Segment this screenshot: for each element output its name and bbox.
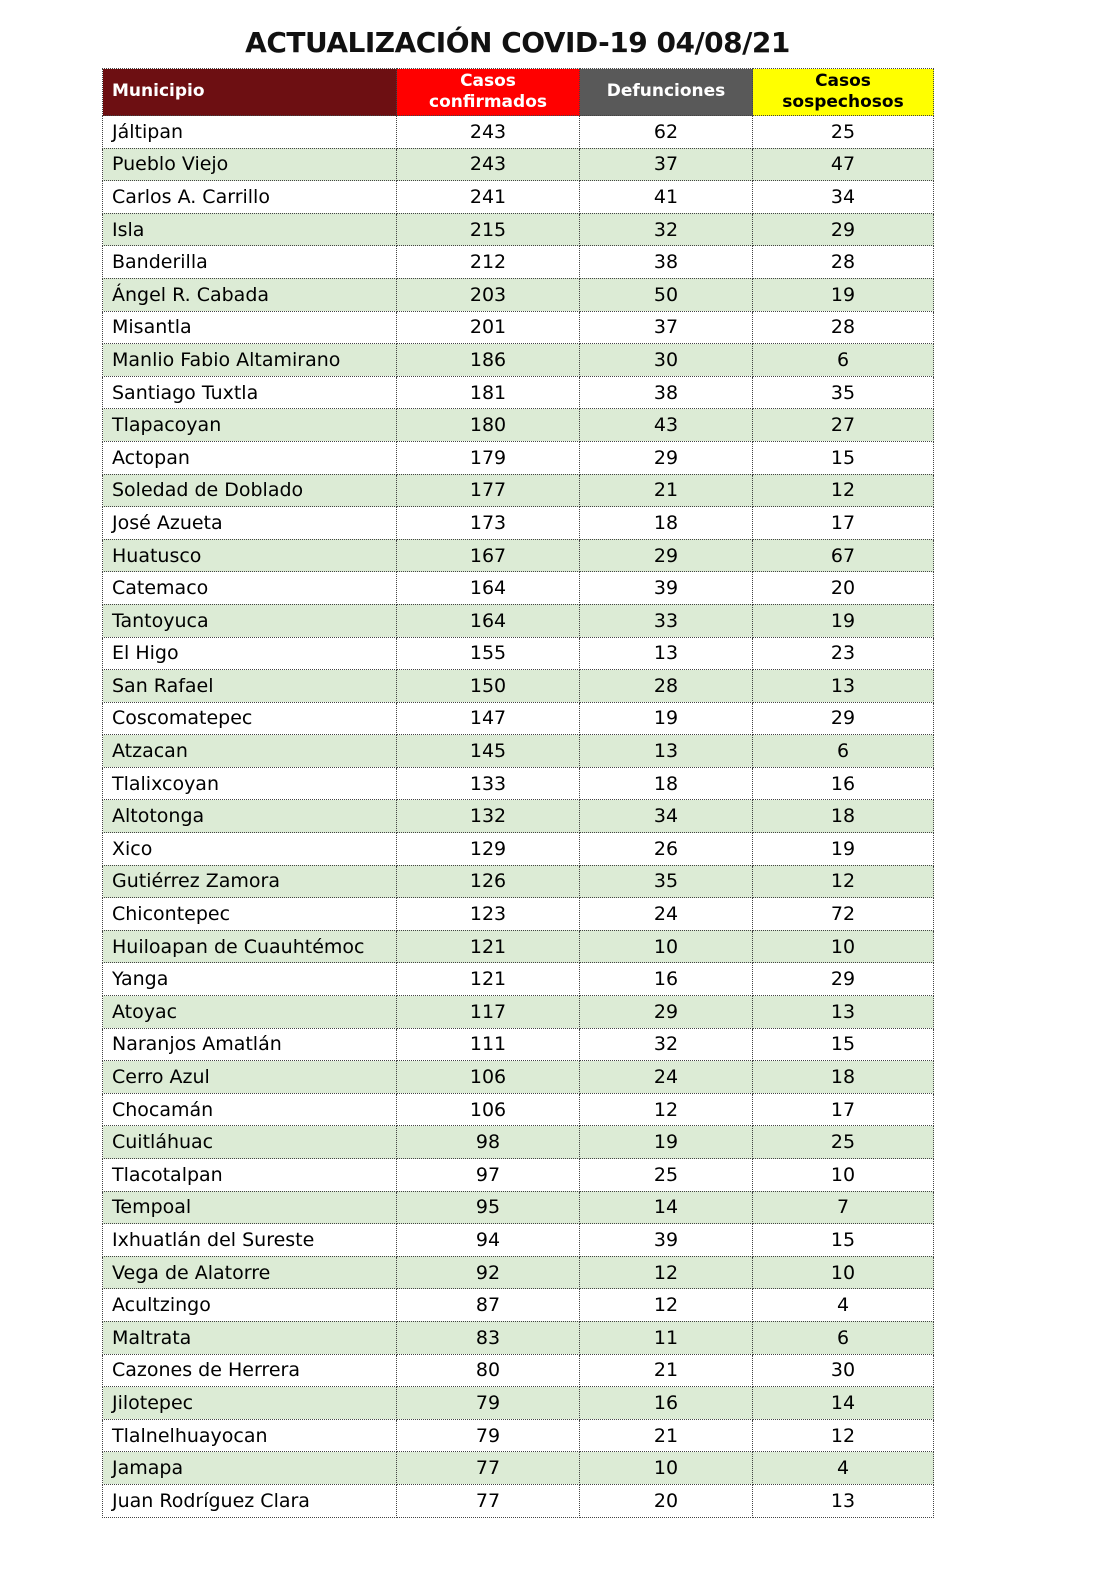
- municipio-cell: Altotonga: [103, 800, 397, 833]
- table-row: [103, 1191, 934, 1224]
- municipio-cell: Cerro Azul: [103, 1061, 397, 1094]
- table-row: [103, 637, 934, 670]
- sospechosos-cell: 15: [753, 1028, 934, 1061]
- defunciones-cell: 37: [580, 311, 753, 344]
- confirmados-cell: 241: [397, 181, 580, 214]
- defunciones-cell: 29: [580, 441, 753, 474]
- defunciones-cell: 32: [580, 1028, 753, 1061]
- municipio-cell: Coscomatepec: [103, 702, 397, 735]
- defunciones-cell: 29: [580, 539, 753, 572]
- confirmados-cell: 79: [397, 1419, 580, 1452]
- confirmados-cell: 123: [397, 898, 580, 931]
- sospechosos-cell: 29: [753, 213, 934, 246]
- table-row: [103, 148, 934, 181]
- sospechosos-cell: 35: [753, 376, 934, 409]
- municipio-cell: San Rafael: [103, 670, 397, 703]
- defunciones-cell: 29: [580, 996, 753, 1029]
- table-row: [103, 1321, 934, 1354]
- defunciones-cell: 24: [580, 1061, 753, 1094]
- municipio-cell: Ixhuatlán del Sureste: [103, 1224, 397, 1257]
- confirmados-cell: 150: [397, 670, 580, 703]
- sospechosos-cell: 6: [753, 735, 934, 768]
- table-row: [103, 1093, 934, 1126]
- municipio-cell: Carlos A. Carrillo: [103, 181, 397, 214]
- sospechosos-cell: 13: [753, 996, 934, 1029]
- municipio-cell: Naranjos Amatlán: [103, 1028, 397, 1061]
- defunciones-cell: 28: [580, 670, 753, 703]
- municipio-cell: Cazones de Herrera: [103, 1354, 397, 1387]
- defunciones-cell: 39: [580, 572, 753, 605]
- table-row: [103, 278, 934, 311]
- defunciones-cell: 12: [580, 1093, 753, 1126]
- confirmados-cell: 181: [397, 376, 580, 409]
- sospechosos-cell: 15: [753, 441, 934, 474]
- defunciones-cell: 38: [580, 246, 753, 279]
- confirmados-cell: 164: [397, 572, 580, 605]
- sospechosos-cell: 34: [753, 181, 934, 214]
- confirmados-cell: 215: [397, 213, 580, 246]
- sospechosos-cell: 13: [753, 670, 934, 703]
- confirmados-cell: 94: [397, 1224, 580, 1257]
- page-title: ACTUALIZACIÓN COVID-19 04/08/21: [245, 26, 790, 59]
- table-row: [103, 376, 934, 409]
- confirmados-cell: 177: [397, 474, 580, 507]
- table-row: [103, 1126, 934, 1159]
- defunciones-cell: 21: [580, 474, 753, 507]
- sospechosos-cell: 29: [753, 702, 934, 735]
- defunciones-cell: 14: [580, 1191, 753, 1224]
- sospechosos-cell: 6: [753, 344, 934, 377]
- sospechosos-cell: 10: [753, 930, 934, 963]
- table-row: [103, 409, 934, 442]
- municipio-cell: Jamapa: [103, 1452, 397, 1485]
- confirmados-cell: 92: [397, 1256, 580, 1289]
- municipio-cell: Misantla: [103, 311, 397, 344]
- defunciones-cell: 13: [580, 735, 753, 768]
- municipio-cell: Tantoyuca: [103, 604, 397, 637]
- confirmados-cell: 243: [397, 116, 580, 149]
- table-row: [103, 539, 934, 572]
- municipio-cell: Ángel R. Cabada: [103, 278, 397, 311]
- table-row: [103, 1289, 934, 1322]
- defunciones-cell: 10: [580, 1452, 753, 1485]
- table-row: [103, 507, 934, 540]
- defunciones-cell: 16: [580, 963, 753, 996]
- municipio-cell: Vega de Alatorre: [103, 1256, 397, 1289]
- sospechosos-cell: 67: [753, 539, 934, 572]
- sospechosos-cell: 6: [753, 1321, 934, 1354]
- covid-table: [102, 68, 934, 1518]
- sospechosos-cell: 10: [753, 1159, 934, 1192]
- table-row: [103, 1028, 934, 1061]
- header-row: [103, 69, 934, 116]
- sospechosos-cell: 7: [753, 1191, 934, 1224]
- municipio-cell: Chocamán: [103, 1093, 397, 1126]
- table-row: [103, 865, 934, 898]
- municipio-cell: Chicontepec: [103, 898, 397, 931]
- defunciones-cell: 19: [580, 702, 753, 735]
- defunciones-cell: 32: [580, 213, 753, 246]
- confirmados-cell: 186: [397, 344, 580, 377]
- sospechosos-cell: 29: [753, 963, 934, 996]
- table-row: [103, 963, 934, 996]
- municipio-cell: Atoyac: [103, 996, 397, 1029]
- confirmados-cell: 77: [397, 1484, 580, 1517]
- defunciones-cell: 33: [580, 604, 753, 637]
- table-row: [103, 441, 934, 474]
- municipio-cell: José Azueta: [103, 507, 397, 540]
- defunciones-cell: 11: [580, 1321, 753, 1354]
- municipio-cell: Huiloapan de Cuauhtémoc: [103, 930, 397, 963]
- table-row: [103, 181, 934, 214]
- confirmados-cell: 121: [397, 930, 580, 963]
- table-row: [103, 344, 934, 377]
- table-row: [103, 996, 934, 1029]
- defunciones-cell: 10: [580, 930, 753, 963]
- header-casos-confirmados: Casos confirmados: [397, 69, 580, 116]
- municipio-cell: Tlacotalpan: [103, 1159, 397, 1192]
- table-row: [103, 116, 934, 149]
- confirmados-cell: 87: [397, 1289, 580, 1322]
- table-row: [103, 1387, 934, 1420]
- municipio-cell: Catemaco: [103, 572, 397, 605]
- confirmados-cell: 212: [397, 246, 580, 279]
- table-row: [103, 1224, 934, 1257]
- confirmados-cell: 126: [397, 865, 580, 898]
- defunciones-cell: 62: [580, 116, 753, 149]
- defunciones-cell: 24: [580, 898, 753, 931]
- confirmados-cell: 79: [397, 1387, 580, 1420]
- sospechosos-cell: 17: [753, 1093, 934, 1126]
- municipio-cell: El Higo: [103, 637, 397, 670]
- table-header: [103, 69, 934, 116]
- defunciones-cell: 18: [580, 767, 753, 800]
- defunciones-cell: 26: [580, 833, 753, 866]
- sospechosos-cell: 27: [753, 409, 934, 442]
- sospechosos-cell: 17: [753, 507, 934, 540]
- confirmados-cell: 155: [397, 637, 580, 670]
- defunciones-cell: 38: [580, 376, 753, 409]
- table-row: [103, 735, 934, 768]
- confirmados-cell: 117: [397, 996, 580, 1029]
- municipio-cell: Yanga: [103, 963, 397, 996]
- defunciones-cell: 43: [580, 409, 753, 442]
- sospechosos-cell: 25: [753, 116, 934, 149]
- defunciones-cell: 34: [580, 800, 753, 833]
- confirmados-cell: 77: [397, 1452, 580, 1485]
- table-row: [103, 1484, 934, 1517]
- municipio-cell: Gutiérrez Zamora: [103, 865, 397, 898]
- confirmados-cell: 145: [397, 735, 580, 768]
- confirmados-cell: 111: [397, 1028, 580, 1061]
- sospechosos-cell: 28: [753, 246, 934, 279]
- confirmados-cell: 80: [397, 1354, 580, 1387]
- sospechosos-cell: 20: [753, 572, 934, 605]
- confirmados-cell: 132: [397, 800, 580, 833]
- sospechosos-cell: 16: [753, 767, 934, 800]
- municipio-cell: Jáltipan: [103, 116, 397, 149]
- header-defunciones: Defunciones: [580, 69, 753, 116]
- defunciones-cell: 19: [580, 1126, 753, 1159]
- sospechosos-cell: 12: [753, 1419, 934, 1452]
- defunciones-cell: 35: [580, 865, 753, 898]
- municipio-cell: Soledad de Doblado: [103, 474, 397, 507]
- confirmados-cell: 203: [397, 278, 580, 311]
- table-row: [103, 572, 934, 605]
- sospechosos-cell: 12: [753, 474, 934, 507]
- sospechosos-cell: 13: [753, 1484, 934, 1517]
- confirmados-cell: 106: [397, 1061, 580, 1094]
- confirmados-cell: 243: [397, 148, 580, 181]
- defunciones-cell: 12: [580, 1289, 753, 1322]
- table-row: [103, 1159, 934, 1192]
- sospechosos-cell: 28: [753, 311, 934, 344]
- municipio-cell: Actopan: [103, 441, 397, 474]
- table-row: [103, 604, 934, 637]
- municipio-cell: Maltrata: [103, 1321, 397, 1354]
- confirmados-cell: 179: [397, 441, 580, 474]
- municipio-cell: Pueblo Viejo: [103, 148, 397, 181]
- confirmados-cell: 147: [397, 702, 580, 735]
- sospechosos-cell: 19: [753, 604, 934, 637]
- table-row: [103, 670, 934, 703]
- municipio-cell: Tlalnelhuayocan: [103, 1419, 397, 1452]
- sospechosos-cell: 19: [753, 278, 934, 311]
- municipio-cell: Tlalixcoyan: [103, 767, 397, 800]
- municipio-cell: Acultzingo: [103, 1289, 397, 1322]
- municipio-cell: Huatusco: [103, 539, 397, 572]
- table-row: [103, 702, 934, 735]
- table-row: [103, 311, 934, 344]
- sospechosos-cell: 4: [753, 1289, 934, 1322]
- table-row: [103, 1061, 934, 1094]
- sospechosos-cell: 25: [753, 1126, 934, 1159]
- sospechosos-cell: 12: [753, 865, 934, 898]
- table-row: [103, 213, 934, 246]
- municipio-cell: Juan Rodríguez Clara: [103, 1484, 397, 1517]
- municipio-cell: Tempoal: [103, 1191, 397, 1224]
- sospechosos-cell: 4: [753, 1452, 934, 1485]
- municipio-cell: Atzacan: [103, 735, 397, 768]
- sospechosos-cell: 47: [753, 148, 934, 181]
- sospechosos-cell: 30: [753, 1354, 934, 1387]
- municipio-cell: Isla: [103, 213, 397, 246]
- confirmados-cell: 106: [397, 1093, 580, 1126]
- sospechosos-cell: 18: [753, 800, 934, 833]
- sospechosos-cell: 72: [753, 898, 934, 931]
- table-row: [103, 1452, 934, 1485]
- table-row: [103, 898, 934, 931]
- defunciones-cell: 50: [580, 278, 753, 311]
- confirmados-cell: 121: [397, 963, 580, 996]
- table-row: [103, 767, 934, 800]
- table-row: [103, 1354, 934, 1387]
- sospechosos-cell: 15: [753, 1224, 934, 1257]
- municipio-cell: Xico: [103, 833, 397, 866]
- defunciones-cell: 37: [580, 148, 753, 181]
- confirmados-cell: 95: [397, 1191, 580, 1224]
- defunciones-cell: 39: [580, 1224, 753, 1257]
- table-row: [103, 800, 934, 833]
- table-row: [103, 474, 934, 507]
- table-row: [103, 833, 934, 866]
- table-row: [103, 930, 934, 963]
- defunciones-cell: 18: [580, 507, 753, 540]
- table-row: [103, 246, 934, 279]
- municipio-cell: Jilotepec: [103, 1387, 397, 1420]
- defunciones-cell: 12: [580, 1256, 753, 1289]
- municipio-cell: Cuitláhuac: [103, 1126, 397, 1159]
- header-casos-sospechosos: Casos sospechosos: [753, 69, 934, 116]
- defunciones-cell: 13: [580, 637, 753, 670]
- confirmados-cell: 129: [397, 833, 580, 866]
- confirmados-cell: 133: [397, 767, 580, 800]
- sospechosos-cell: 23: [753, 637, 934, 670]
- sospechosos-cell: 14: [753, 1387, 934, 1420]
- table-body: [103, 116, 934, 1518]
- confirmados-cell: 97: [397, 1159, 580, 1192]
- confirmados-cell: 167: [397, 539, 580, 572]
- municipio-cell: Santiago Tuxtla: [103, 376, 397, 409]
- confirmados-cell: 83: [397, 1321, 580, 1354]
- defunciones-cell: 20: [580, 1484, 753, 1517]
- municipio-cell: Banderilla: [103, 246, 397, 279]
- defunciones-cell: 25: [580, 1159, 753, 1192]
- confirmados-cell: 173: [397, 507, 580, 540]
- sospechosos-cell: 19: [753, 833, 934, 866]
- municipio-cell: Manlio Fabio Altamirano: [103, 344, 397, 377]
- table-row: [103, 1256, 934, 1289]
- header-municipio: Municipio: [103, 69, 397, 116]
- defunciones-cell: 41: [580, 181, 753, 214]
- confirmados-cell: 98: [397, 1126, 580, 1159]
- confirmados-cell: 201: [397, 311, 580, 344]
- sospechosos-cell: 18: [753, 1061, 934, 1094]
- confirmados-cell: 164: [397, 604, 580, 637]
- table-row: [103, 1419, 934, 1452]
- confirmados-cell: 180: [397, 409, 580, 442]
- defunciones-cell: 30: [580, 344, 753, 377]
- defunciones-cell: 21: [580, 1354, 753, 1387]
- defunciones-cell: 16: [580, 1387, 753, 1420]
- municipio-cell: Tlapacoyan: [103, 409, 397, 442]
- defunciones-cell: 21: [580, 1419, 753, 1452]
- sospechosos-cell: 10: [753, 1256, 934, 1289]
